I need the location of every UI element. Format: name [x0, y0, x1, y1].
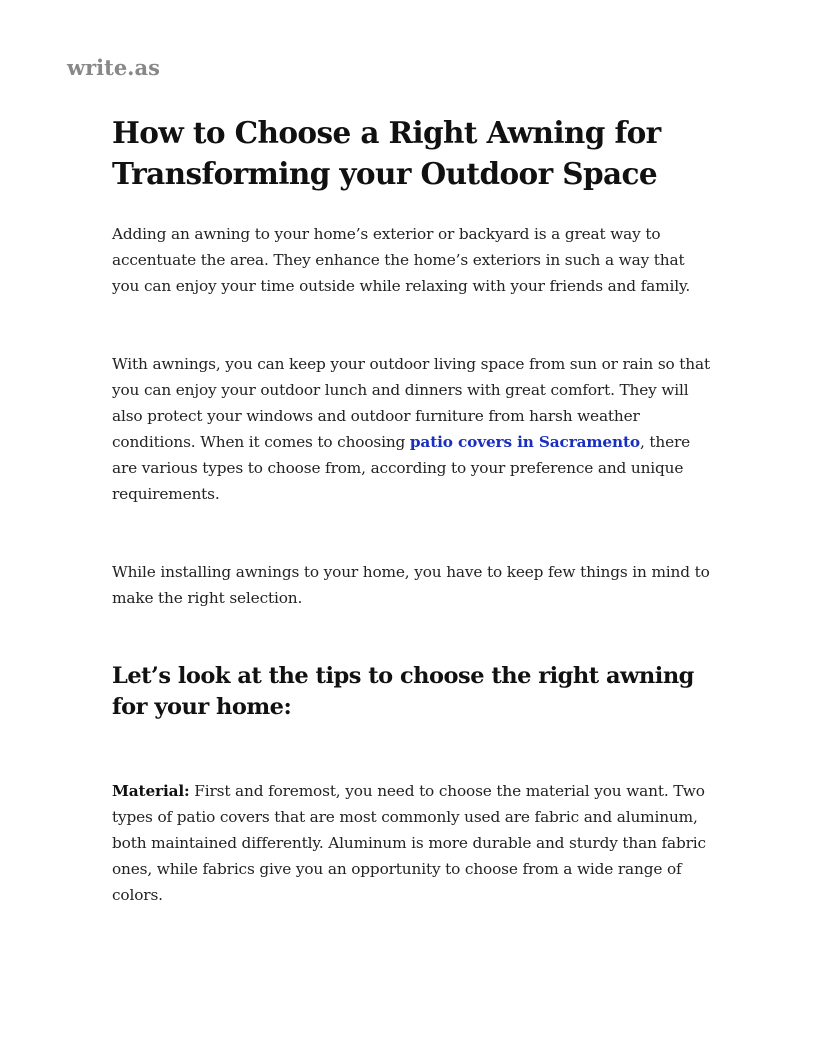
patio-covers-link[interactable]: patio covers in Sacramento [409, 433, 640, 451]
material-text: First and foremost, you need to choose the material you want. Two types of patio covers that are most commonly used are fabric and aluminum, both maintained differently. Aluminum is more durable and sturdy than fabric ones, while fabrics give you an opportunity to choose from a wide range of colors. [112, 782, 706, 904]
article-title: How to Choose a Right Awning for Transforming your Outdoor Space [112, 115, 661, 191]
paragraph-material [112, 778, 712, 908]
paragraph-awnings-benefits [112, 351, 712, 507]
paragraph-installing: While installing awnings to your home, you have to keep few things in mind to make the right selection. [112, 563, 710, 607]
tips-subheading: Let’s look at the tips to choose the right awning for your home: [112, 663, 694, 720]
article [112, 112, 712, 908]
site-logo-link[interactable]: write.as [67, 55, 160, 80]
paragraph-text-before-link: With awnings, you can keep your outdoor living space from sun or rain so that you can enjoy your outdoor lunch and dinners with great comfort. They will also protect your windows and outdoor furniture from harsh weather conditions. When it comes to choosing [112, 355, 710, 451]
paragraph-intro: Adding an awning to your home’s exterior or backyard is a great way to accentuate the area. They enhance the home’s exteriors in such a way that you can enjoy your time outside while relaxing with your friends and family. [112, 225, 691, 295]
paragraph-text-after-link: , there are various types to choose from, according to your preference and unique requirements. [112, 433, 691, 503]
material-lead-label: Material: [112, 782, 190, 800]
